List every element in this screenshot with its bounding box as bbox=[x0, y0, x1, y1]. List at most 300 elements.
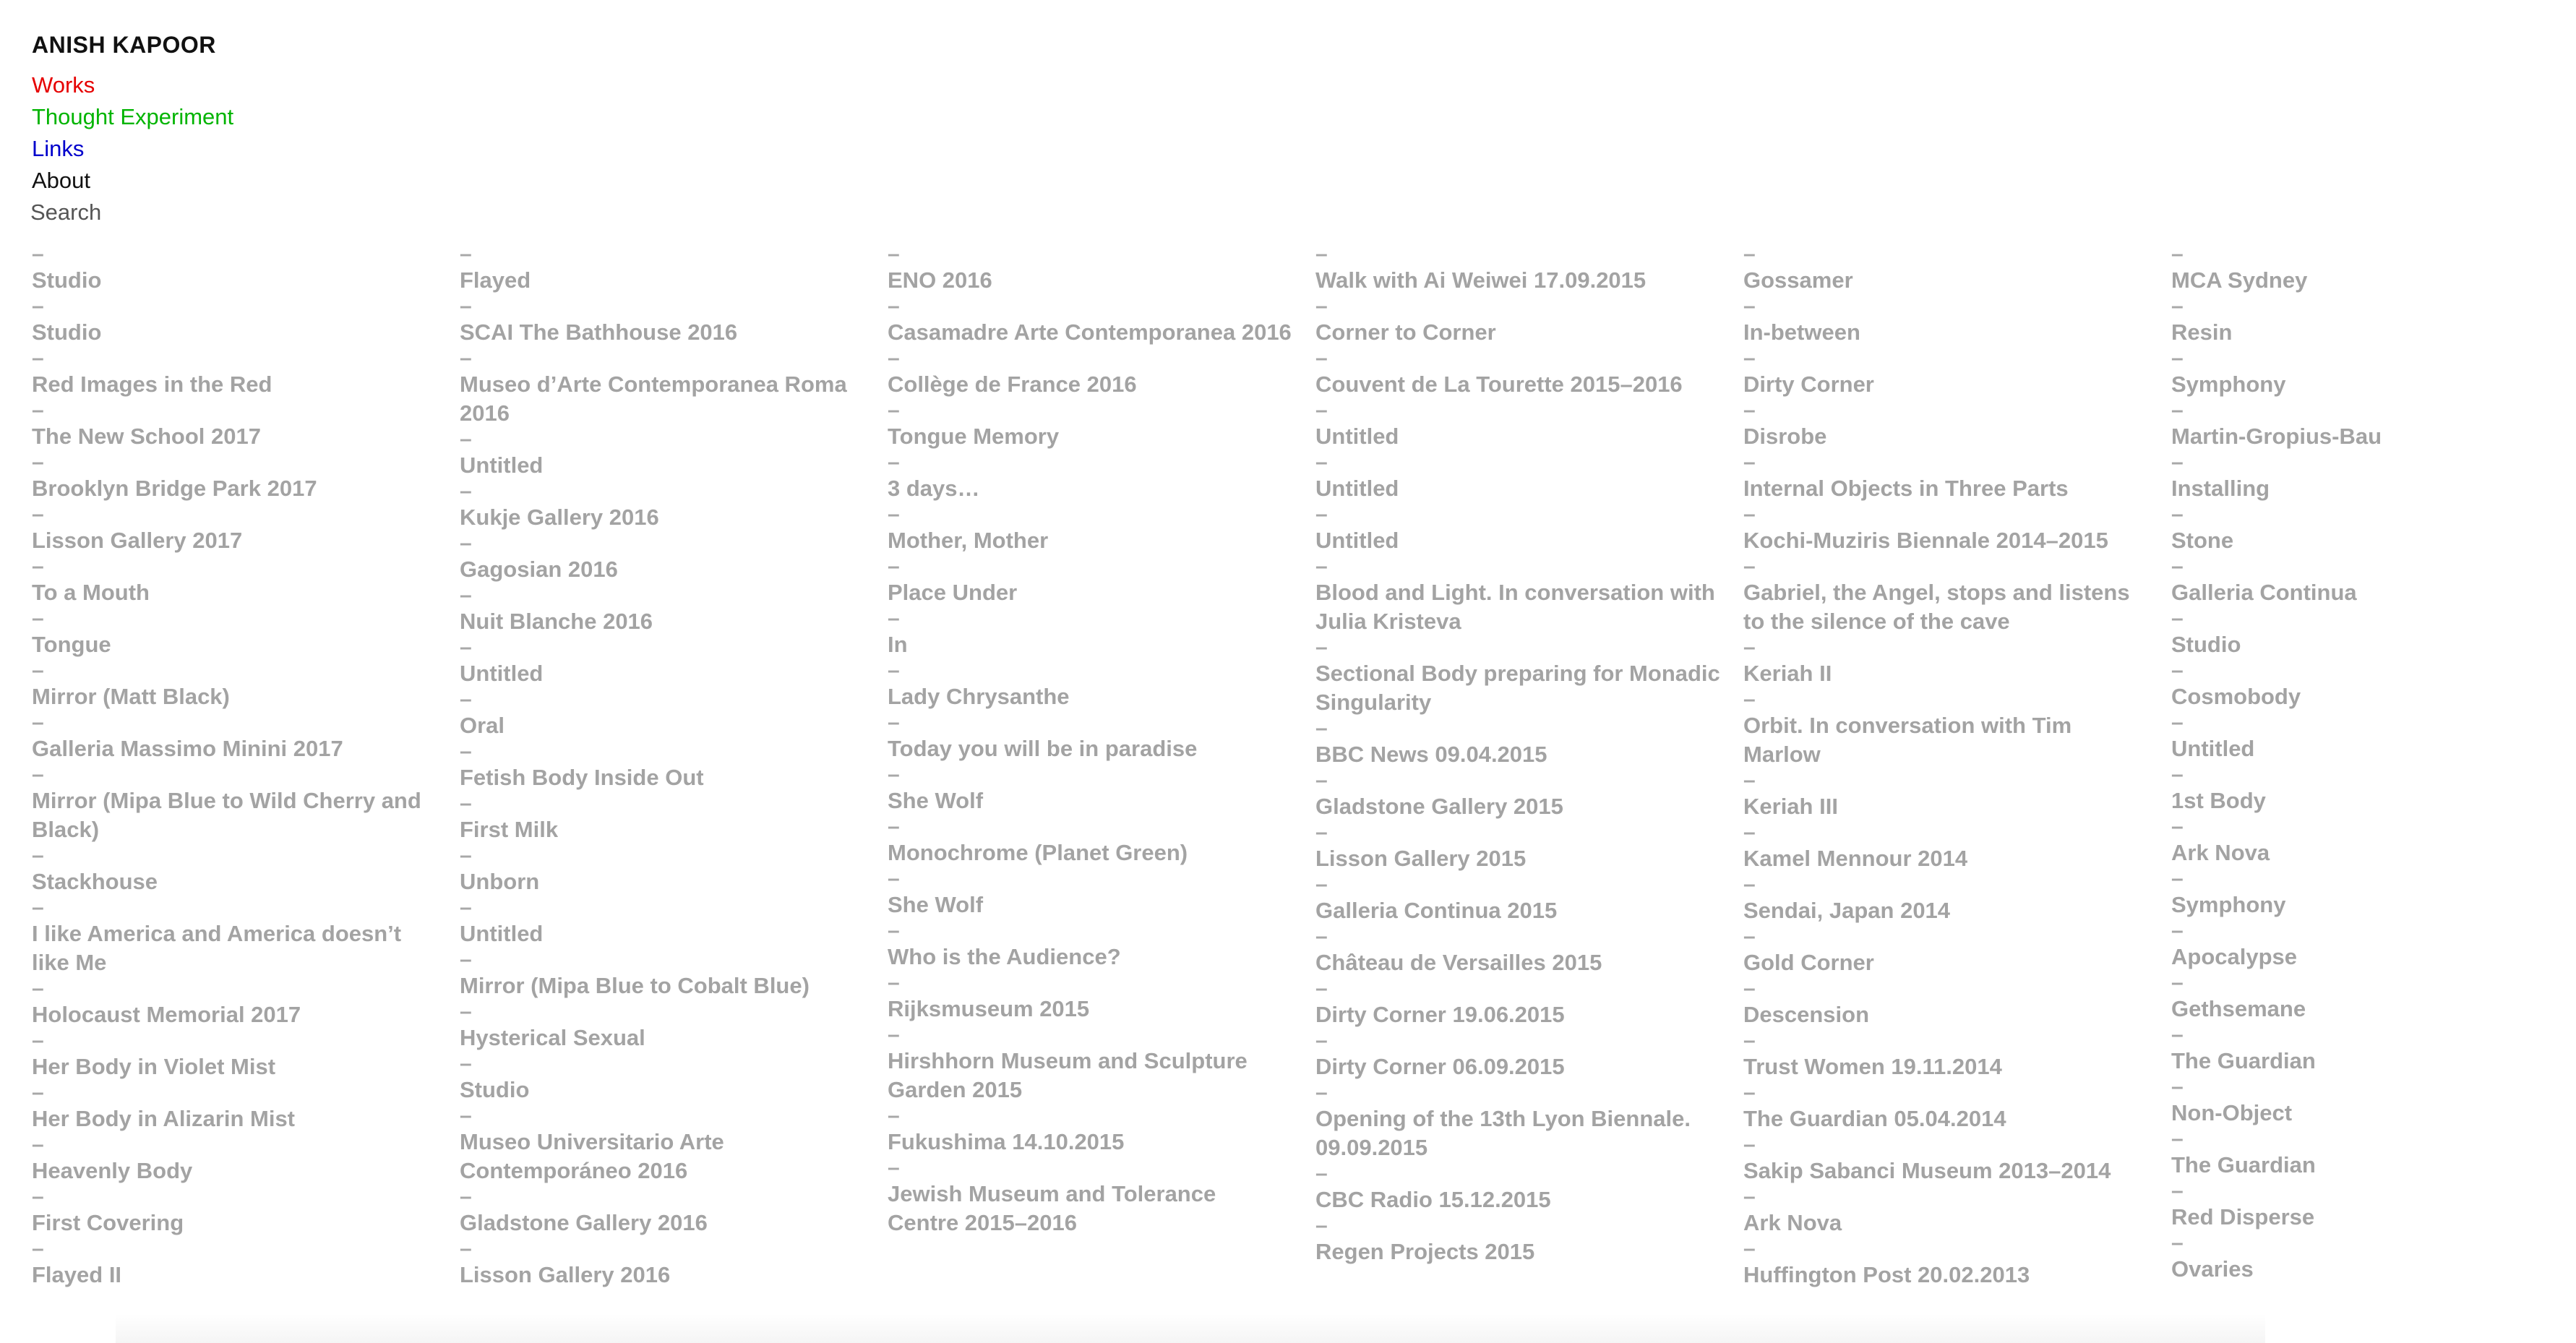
item-separator: – bbox=[460, 1104, 472, 1128]
work-item[interactable] bbox=[1315, 243, 1720, 295]
work-item[interactable] bbox=[1315, 503, 1720, 555]
work-title[interactable]: The Guardian 05.04.2014 bbox=[1743, 1106, 2006, 1131]
item-separator: – bbox=[32, 844, 44, 867]
work-title[interactable]: Oral bbox=[460, 713, 505, 738]
work-title[interactable]: 1st Body bbox=[2171, 788, 2266, 813]
work-item[interactable] bbox=[888, 659, 1292, 711]
work-title[interactable]: Lisson Gallery 2016 bbox=[460, 1262, 671, 1287]
work-title[interactable]: Studio bbox=[460, 1077, 530, 1102]
work-item[interactable] bbox=[32, 1081, 437, 1133]
work-title[interactable]: Trust Women 19.11.2014 bbox=[1743, 1054, 2002, 1079]
work-title[interactable]: Mother, Mother bbox=[888, 528, 1049, 553]
work-title[interactable]: Studio bbox=[2171, 632, 2241, 657]
item-separator: – bbox=[1743, 554, 1756, 578]
work-title[interactable]: Walk with Ai Weiwei 17.09.2015 bbox=[1315, 267, 1647, 293]
work-item[interactable] bbox=[32, 555, 437, 607]
work-item[interactable] bbox=[2171, 399, 2576, 451]
item-separator: – bbox=[460, 531, 472, 555]
work-item[interactable] bbox=[460, 480, 864, 532]
work-item[interactable] bbox=[2171, 555, 2576, 607]
work-title[interactable]: Mirror (Mipa Blue to Cobalt Blue) bbox=[460, 973, 810, 998]
item-separator: – bbox=[1743, 450, 1756, 474]
work-title[interactable]: Gossamer bbox=[1743, 267, 1853, 293]
item-separator: – bbox=[460, 427, 472, 451]
work-item[interactable] bbox=[32, 399, 437, 451]
work-title[interactable]: Kochi-Muziris Biennale 2014–2015 bbox=[1743, 528, 2108, 553]
work-item[interactable] bbox=[32, 659, 437, 711]
work-title[interactable]: Collège de France 2016 bbox=[888, 372, 1137, 397]
work-title[interactable]: Untitled bbox=[2171, 736, 2255, 761]
work-title[interactable]: Sectional Body preparing for Monadic Singularity bbox=[1315, 661, 1720, 715]
item-separator: – bbox=[1743, 768, 1756, 792]
item-separator: – bbox=[1315, 346, 1328, 370]
work-title[interactable]: Her Body in Alizarin Mist bbox=[32, 1106, 296, 1131]
item-separator: – bbox=[460, 242, 472, 266]
work-title[interactable]: ENO 2016 bbox=[888, 267, 992, 293]
item-separator: – bbox=[1315, 1214, 1328, 1237]
work-item[interactable] bbox=[32, 451, 437, 503]
work-item[interactable] bbox=[32, 1029, 437, 1081]
work-item[interactable] bbox=[2171, 1024, 2576, 1076]
work-title[interactable]: Kukje Gallery 2016 bbox=[460, 505, 659, 530]
work-item[interactable] bbox=[888, 711, 1292, 763]
work-title[interactable]: Hysterical Sexual bbox=[460, 1025, 645, 1050]
work-item[interactable] bbox=[32, 977, 437, 1029]
work-title[interactable]: Casamadre Arte Contemporanea 2016 bbox=[888, 319, 1292, 345]
item-separator: – bbox=[888, 1104, 900, 1128]
work-title[interactable]: Apocalypse bbox=[2171, 944, 2298, 969]
work-item[interactable] bbox=[1315, 295, 1720, 347]
work-item[interactable] bbox=[1743, 821, 2148, 873]
item-separator: – bbox=[888, 919, 900, 943]
work-item[interactable] bbox=[888, 867, 1292, 919]
work-title[interactable]: Holocaust Memorial 2017 bbox=[32, 1002, 301, 1027]
work-title[interactable]: Mirror (Mipa Blue to Wild Cherry and Black) bbox=[32, 788, 421, 842]
work-title[interactable]: Red Images in the Red bbox=[32, 372, 272, 397]
work-title[interactable]: Stone bbox=[2171, 528, 2234, 553]
work-title[interactable]: Couvent de La Tourette 2015–2016 bbox=[1315, 372, 1683, 397]
item-separator: – bbox=[1743, 294, 1756, 318]
nav-search[interactable]: Search bbox=[30, 199, 102, 225]
work-title[interactable]: Gabriel, the Angel, stops and listens to the silence of the cave bbox=[1743, 580, 2130, 634]
work-item[interactable] bbox=[1315, 636, 1720, 717]
work-item[interactable] bbox=[888, 607, 1292, 659]
nav-works[interactable]: Works bbox=[32, 72, 95, 98]
work-item[interactable] bbox=[32, 243, 437, 295]
work-title[interactable]: Internal Objects in Three Parts bbox=[1743, 476, 2069, 501]
work-item[interactable] bbox=[1743, 451, 2148, 503]
item-separator: – bbox=[888, 450, 900, 474]
work-item[interactable] bbox=[888, 763, 1292, 815]
work-title[interactable]: The New School 2017 bbox=[32, 424, 261, 449]
work-title[interactable]: Today you will be in paradise bbox=[888, 736, 1198, 761]
work-title[interactable]: Mirror (Matt Black) bbox=[32, 684, 230, 709]
work-title[interactable]: Untitled bbox=[1315, 528, 1399, 553]
work-title[interactable]: Heavenly Body bbox=[32, 1158, 193, 1183]
work-title[interactable]: Studio bbox=[32, 319, 102, 345]
work-title[interactable]: Sendai, Japan 2014 bbox=[1743, 898, 1951, 923]
item-separator: – bbox=[1315, 635, 1328, 659]
work-title[interactable]: Château de Versailles 2015 bbox=[1315, 950, 1602, 975]
nav-links[interactable]: Links bbox=[32, 136, 85, 161]
work-item[interactable] bbox=[2171, 659, 2576, 711]
work-title[interactable]: Sakip Sabanci Museum 2013–2014 bbox=[1743, 1158, 2111, 1183]
work-item[interactable] bbox=[2171, 815, 2576, 867]
item-separator: – bbox=[32, 554, 44, 578]
work-title[interactable]: Non-Object bbox=[2171, 1100, 2293, 1125]
item-separator: – bbox=[1743, 1133, 1756, 1157]
work-title[interactable]: CBC Radio 15.12.2015 bbox=[1315, 1187, 1551, 1212]
work-item[interactable] bbox=[32, 1237, 437, 1290]
work-item[interactable] bbox=[2171, 971, 2576, 1024]
work-item[interactable] bbox=[460, 844, 864, 896]
work-item[interactable] bbox=[460, 1104, 864, 1185]
work-item[interactable] bbox=[2171, 711, 2576, 763]
work-item[interactable] bbox=[1743, 555, 2148, 636]
work-title[interactable]: Lady Chrysanthe bbox=[888, 684, 1070, 709]
work-item[interactable] bbox=[1315, 1029, 1720, 1081]
work-item[interactable] bbox=[888, 1157, 1292, 1237]
work-item[interactable] bbox=[888, 555, 1292, 607]
item-separator: – bbox=[1743, 820, 1756, 844]
work-item[interactable] bbox=[1315, 399, 1720, 451]
work-item[interactable] bbox=[32, 607, 437, 659]
work-title[interactable]: Regen Projects 2015 bbox=[1315, 1239, 1535, 1264]
item-separator: – bbox=[888, 658, 900, 682]
item-separator: – bbox=[2171, 1231, 2184, 1255]
work-item[interactable] bbox=[2171, 919, 2576, 971]
work-title[interactable]: Keriah III bbox=[1743, 794, 1838, 819]
work-title[interactable]: Ark Nova bbox=[1743, 1210, 1842, 1235]
work-item[interactable] bbox=[32, 503, 437, 555]
work-item[interactable] bbox=[1315, 451, 1720, 503]
work-title[interactable]: Nuit Blanche 2016 bbox=[460, 609, 653, 634]
work-item[interactable] bbox=[1743, 1185, 2148, 1237]
work-title[interactable]: In-between bbox=[1743, 319, 1860, 345]
work-item[interactable] bbox=[1315, 347, 1720, 399]
work-title[interactable]: The Guardian bbox=[2171, 1152, 2316, 1177]
item-separator: – bbox=[1743, 1185, 1756, 1209]
item-separator: – bbox=[1315, 1081, 1328, 1104]
work-item[interactable] bbox=[888, 971, 1292, 1024]
work-title[interactable]: Brooklyn Bridge Park 2017 bbox=[32, 476, 317, 501]
item-separator: – bbox=[1315, 768, 1328, 792]
work-item[interactable] bbox=[32, 1133, 437, 1185]
work-item[interactable] bbox=[2171, 1180, 2576, 1232]
item-separator: – bbox=[2171, 294, 2184, 318]
work-title[interactable]: MCA Sydney bbox=[2171, 267, 2308, 293]
work-item[interactable] bbox=[460, 948, 864, 1000]
work-item[interactable] bbox=[2171, 867, 2576, 919]
work-title[interactable]: Flayed II bbox=[32, 1262, 122, 1287]
work-title[interactable]: Galleria Continua 2015 bbox=[1315, 898, 1558, 923]
work-item[interactable] bbox=[32, 1185, 437, 1237]
item-separator: – bbox=[1315, 872, 1328, 896]
item-separator: – bbox=[1315, 1162, 1328, 1185]
work-title[interactable]: Tongue bbox=[32, 632, 111, 657]
work-title[interactable]: Resin bbox=[2171, 319, 2233, 345]
work-title[interactable]: First Covering bbox=[32, 1210, 184, 1235]
item-separator: – bbox=[1315, 716, 1328, 740]
site-title[interactable]: ANISH KAPOOR bbox=[32, 32, 216, 58]
item-separator: – bbox=[2171, 606, 2184, 630]
item-separator: – bbox=[32, 763, 44, 786]
work-title[interactable]: Flayed bbox=[460, 267, 531, 293]
work-item[interactable] bbox=[1743, 873, 2148, 925]
work-item[interactable] bbox=[460, 243, 864, 295]
item-separator: – bbox=[888, 606, 900, 630]
item-separator: – bbox=[32, 1237, 44, 1261]
work-item[interactable] bbox=[460, 347, 864, 428]
work-item[interactable] bbox=[2171, 347, 2576, 399]
item-separator: – bbox=[460, 1000, 472, 1024]
item-separator: – bbox=[1743, 1237, 1756, 1261]
work-item[interactable] bbox=[2171, 503, 2576, 555]
work-item[interactable] bbox=[1743, 295, 2148, 347]
work-title[interactable]: Blood and Light. In conversation with Julia Kristeva bbox=[1315, 580, 1715, 634]
work-item[interactable] bbox=[1315, 555, 1720, 636]
item-separator: – bbox=[32, 346, 44, 370]
work-title[interactable]: Galleria Massimo Minini 2017 bbox=[32, 736, 343, 761]
item-separator: – bbox=[2171, 554, 2184, 578]
item-separator: – bbox=[1743, 398, 1756, 422]
work-title[interactable]: Gold Corner bbox=[1743, 950, 1874, 975]
work-title[interactable]: Gladstone Gallery 2016 bbox=[460, 1210, 708, 1235]
work-title[interactable]: First Milk bbox=[460, 817, 559, 842]
work-title[interactable]: She Wolf bbox=[888, 788, 984, 813]
item-separator: – bbox=[888, 398, 900, 422]
work-title[interactable]: Huffington Post 20.02.2013 bbox=[1743, 1262, 2030, 1287]
item-separator: – bbox=[2171, 971, 2184, 995]
work-title[interactable]: BBC News 09.04.2015 bbox=[1315, 742, 1547, 767]
item-separator: – bbox=[888, 1023, 900, 1047]
work-title[interactable]: Kamel Mennour 2014 bbox=[1743, 846, 1968, 871]
item-separator: – bbox=[32, 606, 44, 630]
item-separator: – bbox=[460, 791, 472, 815]
work-title[interactable]: Gethsemane bbox=[2171, 996, 2306, 1021]
nav-thought-experiment[interactable]: Thought Experiment bbox=[32, 104, 234, 129]
work-item[interactable] bbox=[32, 347, 437, 399]
work-title[interactable]: Symphony bbox=[2171, 892, 2286, 917]
work-item[interactable] bbox=[1315, 1081, 1720, 1162]
work-item[interactable] bbox=[888, 1024, 1292, 1104]
work-item[interactable] bbox=[460, 1052, 864, 1104]
work-item[interactable] bbox=[1743, 503, 2148, 555]
work-title[interactable]: Lisson Gallery 2015 bbox=[1315, 846, 1527, 871]
work-item[interactable] bbox=[2171, 1232, 2576, 1284]
work-item[interactable] bbox=[1315, 1214, 1720, 1266]
item-separator: – bbox=[1743, 502, 1756, 526]
work-title[interactable]: The Guardian bbox=[2171, 1048, 2316, 1073]
work-item[interactable] bbox=[1743, 688, 2148, 769]
work-title[interactable]: Gagosian 2016 bbox=[460, 557, 618, 582]
work-item[interactable] bbox=[32, 711, 437, 763]
work-title[interactable]: In bbox=[888, 632, 908, 657]
work-title[interactable]: Place Under bbox=[888, 580, 1018, 605]
work-title[interactable]: Jewish Museum and Tolerance Centre 2015–2016 bbox=[888, 1181, 1216, 1235]
work-item[interactable] bbox=[460, 584, 864, 636]
item-separator: – bbox=[32, 658, 44, 682]
work-item[interactable] bbox=[1315, 1162, 1720, 1214]
work-title[interactable]: Studio bbox=[32, 267, 102, 293]
work-title[interactable]: Museo d’Arte Contemporanea Roma 2016 bbox=[460, 372, 847, 426]
work-title[interactable]: Installing bbox=[2171, 476, 2270, 501]
work-item[interactable] bbox=[1315, 977, 1720, 1029]
work-item[interactable] bbox=[1743, 1081, 2148, 1133]
work-item[interactable] bbox=[1743, 769, 2148, 821]
work-item[interactable] bbox=[888, 503, 1292, 555]
work-item[interactable] bbox=[1315, 873, 1720, 925]
item-separator: – bbox=[460, 479, 472, 503]
work-item[interactable] bbox=[460, 532, 864, 584]
work-item[interactable] bbox=[1743, 399, 2148, 451]
work-item[interactable] bbox=[888, 815, 1292, 867]
item-separator: – bbox=[888, 554, 900, 578]
item-separator: – bbox=[888, 763, 900, 786]
work-item[interactable] bbox=[888, 295, 1292, 347]
item-separator: – bbox=[2171, 919, 2184, 943]
item-separator: – bbox=[888, 971, 900, 995]
work-title[interactable]: Who is the Audience? bbox=[888, 944, 1121, 969]
work-item[interactable] bbox=[2171, 243, 2576, 295]
work-title[interactable]: Dirty Corner 19.06.2015 bbox=[1315, 1002, 1565, 1027]
work-item[interactable] bbox=[460, 792, 864, 844]
work-title[interactable]: Orbit. In conversation with Tim Marlow bbox=[1743, 713, 2072, 767]
work-item[interactable] bbox=[32, 295, 437, 347]
item-separator: – bbox=[32, 1029, 44, 1052]
item-separator: – bbox=[888, 1156, 900, 1180]
work-title[interactable]: Gladstone Gallery 2015 bbox=[1315, 794, 1563, 819]
work-item[interactable] bbox=[460, 1185, 864, 1237]
work-item[interactable] bbox=[460, 688, 864, 740]
work-item[interactable] bbox=[2171, 451, 2576, 503]
work-item[interactable] bbox=[888, 399, 1292, 451]
work-item[interactable] bbox=[888, 347, 1292, 399]
work-item[interactable] bbox=[1315, 821, 1720, 873]
work-item[interactable] bbox=[2171, 1128, 2576, 1180]
item-separator: – bbox=[460, 1237, 472, 1261]
work-title[interactable]: Opening of the 13th Lyon Biennale. 09.09.2015 bbox=[1315, 1106, 1691, 1160]
work-item[interactable] bbox=[460, 636, 864, 688]
work-item[interactable] bbox=[32, 896, 437, 977]
item-separator: – bbox=[32, 242, 44, 266]
work-item[interactable] bbox=[2171, 607, 2576, 659]
work-title[interactable]: Untitled bbox=[460, 661, 544, 686]
work-item[interactable] bbox=[460, 295, 864, 347]
work-title[interactable]: To a Mouth bbox=[32, 580, 150, 605]
item-separator: – bbox=[1315, 294, 1328, 318]
work-title[interactable]: Monochrome (Planet Green) bbox=[888, 840, 1188, 865]
work-title[interactable]: Hirshhorn Museum and Sculpture Garden 2015 bbox=[888, 1048, 1248, 1102]
work-title[interactable]: Cosmobody bbox=[2171, 684, 2301, 709]
work-item[interactable] bbox=[1743, 1029, 2148, 1081]
work-item[interactable] bbox=[888, 451, 1292, 503]
work-item[interactable] bbox=[32, 844, 437, 896]
work-title[interactable]: Fetish Body Inside Out bbox=[460, 765, 704, 790]
work-item[interactable] bbox=[888, 919, 1292, 971]
item-separator: – bbox=[460, 294, 472, 318]
item-separator: – bbox=[1315, 450, 1328, 474]
work-item[interactable] bbox=[2171, 1076, 2576, 1128]
item-separator: – bbox=[2171, 815, 2184, 838]
work-item[interactable] bbox=[460, 740, 864, 792]
work-item[interactable] bbox=[2171, 763, 2576, 815]
work-item[interactable] bbox=[460, 1000, 864, 1052]
work-item[interactable] bbox=[1743, 925, 2148, 977]
work-item[interactable] bbox=[888, 243, 1292, 295]
work-title[interactable]: Museo Universitario Arte Contemporáneo 2016 bbox=[460, 1129, 724, 1183]
item-separator: – bbox=[888, 294, 900, 318]
work-item[interactable] bbox=[460, 428, 864, 480]
work-title[interactable]: Martin-Gropius-Bau bbox=[2171, 424, 2382, 449]
item-separator: – bbox=[460, 687, 472, 711]
work-title[interactable]: Her Body in Violet Mist bbox=[32, 1054, 276, 1079]
work-title[interactable]: Ovaries bbox=[2171, 1256, 2254, 1282]
work-title[interactable]: She Wolf bbox=[888, 892, 984, 917]
work-title[interactable]: Dirty Corner 06.09.2015 bbox=[1315, 1054, 1565, 1079]
work-title[interactable]: Corner to Corner bbox=[1315, 319, 1496, 345]
work-item[interactable] bbox=[1743, 636, 2148, 688]
work-title[interactable]: Untitled bbox=[1315, 424, 1399, 449]
work-title[interactable]: Lisson Gallery 2017 bbox=[32, 528, 243, 553]
work-title[interactable]: Galleria Continua bbox=[2171, 580, 2357, 605]
work-title[interactable]: Untitled bbox=[1315, 476, 1399, 501]
work-title[interactable]: Descension bbox=[1743, 1002, 1870, 1027]
works-column-3 bbox=[888, 243, 1292, 1237]
work-title[interactable]: 3 days… bbox=[888, 476, 980, 501]
item-separator: – bbox=[32, 398, 44, 422]
work-title[interactable]: SCAI The Bathhouse 2016 bbox=[460, 319, 738, 345]
work-item[interactable] bbox=[460, 1237, 864, 1290]
work-title[interactable]: Ark Nova bbox=[2171, 840, 2270, 865]
item-separator: – bbox=[1743, 346, 1756, 370]
work-item[interactable] bbox=[1315, 769, 1720, 821]
work-item[interactable] bbox=[32, 763, 437, 844]
work-item[interactable] bbox=[1743, 347, 2148, 399]
work-title[interactable]: Untitled bbox=[460, 452, 544, 478]
work-item[interactable] bbox=[1743, 243, 2148, 295]
work-title[interactable]: Stackhouse bbox=[32, 869, 158, 894]
item-separator: – bbox=[1315, 1029, 1328, 1052]
work-item[interactable] bbox=[1743, 1237, 2148, 1290]
main-nav bbox=[32, 69, 233, 228]
work-title[interactable]: Tongue Memory bbox=[888, 424, 1060, 449]
work-title[interactable]: Rijksmuseum 2015 bbox=[888, 996, 1090, 1021]
item-separator: – bbox=[1315, 554, 1328, 578]
work-title[interactable]: Symphony bbox=[2171, 372, 2286, 397]
work-title[interactable]: Keriah II bbox=[1743, 661, 1832, 686]
work-title[interactable]: Unborn bbox=[460, 869, 540, 894]
work-item[interactable] bbox=[888, 1104, 1292, 1157]
work-item[interactable] bbox=[1315, 717, 1720, 769]
work-title[interactable]: Red Disperse bbox=[2171, 1204, 2315, 1230]
item-separator: – bbox=[460, 1052, 472, 1076]
work-item[interactable] bbox=[1743, 977, 2148, 1029]
work-title[interactable]: Untitled bbox=[460, 921, 544, 946]
work-item[interactable] bbox=[1743, 1133, 2148, 1185]
work-title[interactable]: Disrobe bbox=[1743, 424, 1827, 449]
work-item[interactable] bbox=[460, 896, 864, 948]
item-separator: – bbox=[460, 739, 472, 763]
item-separator: – bbox=[1743, 635, 1756, 659]
work-title[interactable]: Dirty Corner bbox=[1743, 372, 1874, 397]
work-title[interactable]: Fukushima 14.10.2015 bbox=[888, 1129, 1125, 1154]
nav-about[interactable]: About bbox=[32, 168, 91, 193]
work-item[interactable] bbox=[1315, 925, 1720, 977]
work-item[interactable] bbox=[2171, 295, 2576, 347]
work-title[interactable]: I like America and America doesn’t like Me bbox=[32, 921, 402, 975]
item-separator: – bbox=[32, 977, 44, 1000]
